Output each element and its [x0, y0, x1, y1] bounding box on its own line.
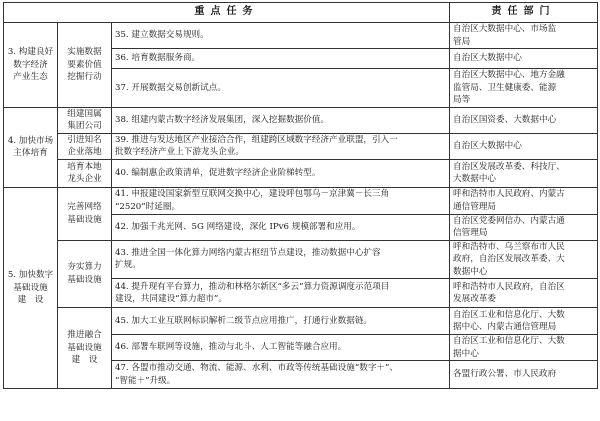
- task-cell: 44. 提升现有平台算力，推动和林格尔新区“多云”算力资源调度示范项目 建设，共同建设“算力超市”。: [112, 279, 450, 308]
- tasks-table: [3, 2, 598, 389]
- task-cell: 38. 组建内蒙古数字经济发展集团，深入挖掘数据价值。: [112, 107, 450, 133]
- dept-cell: 自治区大数据中心、地方金融 监管局、卫生健康委、能源 局等: [450, 69, 598, 108]
- dept-cell: 呼和浩特市人民政府，自治区 发展改革委: [450, 279, 598, 308]
- dept-cell: 自治区大数据中心: [450, 133, 598, 159]
- task-cell: 39. 推进与发达地区产业接洽合作，组建跨区域数字经济产业联盟，引入一 批数字经济产业上下游龙头企业。: [112, 133, 450, 159]
- subcategory-cell: 夯实算力 基础设施: [58, 240, 112, 308]
- dept-cell: 自治区国资委、大数据中心: [450, 107, 598, 133]
- table-row: [4, 23, 598, 49]
- category-cell: 4. 加快市场 主体培育: [4, 107, 58, 187]
- table-row: [4, 133, 598, 159]
- category-cell: 5. 加快数字 基础设施 建 设: [4, 187, 58, 389]
- subcategory-cell: 引进知名 企业落地: [58, 133, 112, 159]
- task-cell: 45. 加大工业互联网标识解析二级节点应用推广，打通行业数据链。: [112, 308, 450, 335]
- subcategory-cell: 组建国属 集团公司: [58, 107, 112, 133]
- table-row: [4, 107, 598, 133]
- header-tasks: 重点任务: [4, 3, 450, 23]
- task-cell: 46. 部署车联网等设施，推动与北斗、人工智能等融合应用。: [112, 335, 450, 361]
- header-row: [4, 3, 598, 23]
- task-cell: 36. 培育数据服务商。: [112, 49, 450, 69]
- task-cell: 47. 各盟市推动交通、物流、能源、水利、市政等传统基础设施“数字＋”、 “智能＋”升级。: [112, 361, 450, 389]
- dept-cell: 自治区发展改革委、科技厅、 大数据中心: [450, 159, 598, 187]
- category-cell: 3. 构建良好 数字经济 产业生态: [4, 23, 58, 108]
- table-body: [4, 23, 598, 389]
- task-cell: 43. 推进全国一体化算力网络内蒙古枢纽节点建设，推动数据中心扩容 扩规。: [112, 240, 450, 279]
- subcategory-cell: 实施数据 要素价值 挖掘行动: [58, 23, 112, 108]
- task-cell: 35. 建立数据交易规则。: [112, 23, 450, 49]
- table-row: [4, 240, 598, 279]
- dept-cell: 自治区党委网信办、内蒙古通 信管理局: [450, 214, 598, 240]
- task-cell: 41. 申报建设国家新型互联网交换中心，建设呼包鄂乌－京津冀－长三角 “2520”时延圈。: [112, 187, 450, 214]
- task-cell: 42. 加强千兆光网、5G 网络建设，深化 IPv6 规模部署和应用。: [112, 214, 450, 240]
- table-row: [4, 187, 598, 214]
- dept-cell: 各盟行政公署、市人民政府: [450, 361, 598, 389]
- dept-cell: 自治区工业和信息化厅、大数 据中心、内蒙古通信管理局: [450, 308, 598, 335]
- dept-cell: 呼和浩特市人民政府、内蒙古 通信管理局: [450, 187, 598, 214]
- subcategory-cell: 推进融合 基础设施 建 设: [58, 308, 112, 389]
- table-row: [4, 159, 598, 187]
- task-cell: 40. 编制惠企政策清单，促进数字经济企业阶梯转型。: [112, 159, 450, 187]
- dept-cell: 自治区大数据中心: [450, 49, 598, 69]
- table-row: [4, 308, 598, 335]
- header-dept: 责任部门: [450, 3, 598, 23]
- dept-cell: 自治区工业和信息化厅、大数 据中心: [450, 335, 598, 361]
- subcategory-cell: 完善网络 基础设施: [58, 187, 112, 240]
- dept-cell: 呼和浩特市、乌兰察布市人民 政府，自治区发展改革委、大 数据中心: [450, 240, 598, 279]
- subcategory-cell: 培育本地 龙头企业: [58, 159, 112, 187]
- task-cell: 37. 开展数据交易创新试点。: [112, 69, 450, 108]
- dept-cell: 自治区大数据中心、市场监 管局: [450, 23, 598, 49]
